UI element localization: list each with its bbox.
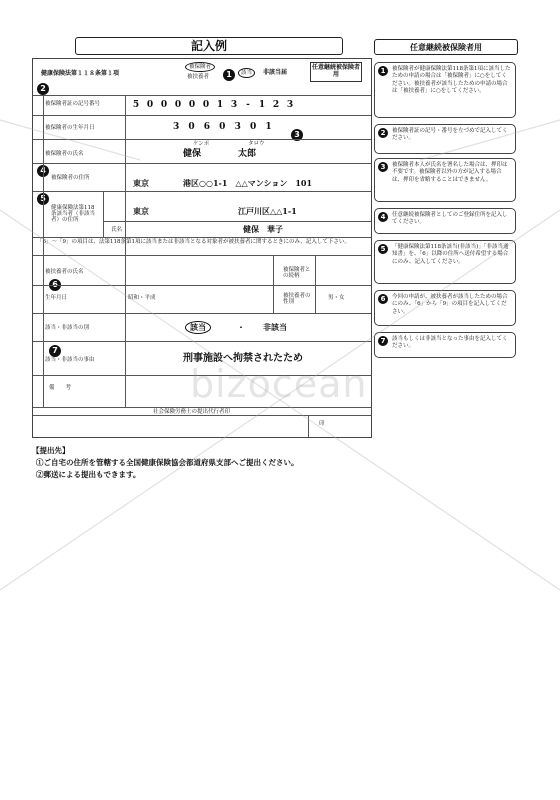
badge-4: 4 bbox=[37, 165, 49, 177]
footer-seal-mark: 印 bbox=[319, 421, 325, 427]
note-text-4: 任意継続被保険者としてのご登録住所を記入してください。 bbox=[392, 212, 508, 226]
dependent-notice: 「6」〜「9」の項目は、法第118条第1項に該当または非該当となる対象者が被扶養者に関するときにのみ、記入して下さい。 bbox=[37, 239, 350, 245]
circled-insured: 被保険者 bbox=[185, 62, 215, 72]
row5-prefecture: 東京 bbox=[133, 206, 149, 216]
footer-note: 社会保険労務士の提出代行者印 bbox=[153, 409, 231, 415]
circled-applicable: 該当 bbox=[238, 68, 255, 78]
submission-heading: 【提出先】 bbox=[32, 446, 70, 455]
row3-kana-surname: ケンポ bbox=[193, 141, 210, 147]
note-text-7: 該当もしくは非該当となった事由を記入してください。 bbox=[392, 336, 508, 350]
row5-label: 健康保険法第118条該当者（非該当者）の住所 bbox=[51, 205, 96, 224]
row1-digits: 5 0 0 0 0 0 1 3 - 1 2 3 bbox=[132, 100, 294, 110]
note-badge-6: 6 bbox=[378, 294, 388, 304]
note-badge-4: 4 bbox=[378, 212, 388, 222]
form-type-box: 任意継続被保険者用 bbox=[310, 62, 362, 82]
row1-label: 被保険者証の記号番号 bbox=[45, 101, 101, 107]
row10-applicable: 該当 bbox=[185, 321, 211, 334]
law-reference: 健康保険法第１１８条第１項 bbox=[41, 70, 120, 77]
row5-name: 健保 華子 bbox=[243, 224, 283, 234]
badge-5: 5 bbox=[37, 193, 49, 205]
row3-surname: 健保 bbox=[183, 149, 202, 159]
note-text-2: 被保険者証の記号・番号を左づめで記入してください。 bbox=[392, 128, 508, 142]
submission-line-2: ②郵送による提出もできます。 bbox=[36, 470, 141, 479]
badge-6: 6 bbox=[49, 279, 61, 291]
row9-value: 男・女 bbox=[328, 295, 345, 301]
row3-given: 太郎 bbox=[238, 149, 257, 159]
row11-reason: 刑事施設へ拘禁されたため bbox=[183, 353, 303, 364]
side-title: 任意継続被保険者用 bbox=[374, 39, 518, 55]
badge-3: 3 bbox=[291, 129, 303, 141]
note-badge-7: 7 bbox=[378, 336, 388, 346]
badge-7: 7 bbox=[49, 345, 61, 357]
row5-address: 江戸川区△△1-1 bbox=[238, 206, 297, 216]
page-title: 記入例 bbox=[75, 37, 343, 55]
badge-2: 2 bbox=[37, 83, 49, 95]
row4-prefecture: 東京 bbox=[133, 178, 149, 188]
note-text-5: 「健康保険法第118条該当(非該当)」「非該当通知書」を、「6」以降の住所へ送付希望する場合にのみ、記入してください。 bbox=[392, 244, 509, 265]
note-badge-3: 3 bbox=[378, 162, 388, 172]
row4-label: 被保険者の住所 bbox=[51, 175, 90, 181]
row8-era: 昭和・平成 bbox=[128, 295, 156, 301]
row10-dot: ・ bbox=[237, 322, 245, 332]
note-text-6: 今回の申請が、被扶養者が該当したための場合にのみ、「6」から「9」の項目を記入してください。 bbox=[392, 294, 508, 315]
note-badge-2: 2 bbox=[378, 128, 388, 138]
row10-label: 該当・非該当の別 bbox=[45, 325, 90, 331]
row8-label: 生年月日 bbox=[45, 295, 68, 301]
note-text-1: 被保険者が健康保険法第118条第1項に該当したための申請の場合は「被保険者」に○をしてください。被扶養者が該当したための申請の場合は「被扶養者」に○をしてください。 bbox=[392, 66, 511, 95]
row4-address: 港区○○1-1 △△マンション 101 bbox=[183, 178, 313, 188]
row5-name-label: 氏名 bbox=[111, 227, 123, 233]
row3-label: 被保険者の氏名 bbox=[45, 151, 84, 157]
submission-line-1: ①ご自宅の住所を管轄する全国健康保険協会都道府県支部へご提出ください。 bbox=[36, 458, 299, 467]
row9-label: 被扶養者の性別 bbox=[283, 293, 311, 306]
note-badge-1: 1 bbox=[378, 66, 388, 76]
row6-label: 被扶養者の氏名 bbox=[45, 269, 84, 275]
watermark: bizocean bbox=[190, 362, 368, 406]
note-badge-5: 5 bbox=[378, 244, 388, 254]
row10-non-applicable: 非該当 bbox=[263, 322, 287, 332]
note-text-3: 被保険者本人が氏名を署名した場合は、押印は不要です。被保険者以外の方が記入する場合は、押印を省略することはできません。 bbox=[392, 162, 508, 183]
row2-birthdate: 3 0 6 0 3 0 1 bbox=[173, 122, 275, 132]
badge-1: 1 bbox=[223, 69, 235, 81]
row3-kana-given: タロウ bbox=[248, 141, 265, 147]
non-applicable-label: 非該当届 bbox=[263, 69, 288, 76]
row11-label: 該当・非該当の事由 bbox=[45, 357, 95, 363]
dependent-label: 被扶養者 bbox=[187, 74, 210, 80]
row12-label: 備 考 bbox=[49, 385, 72, 391]
row7-label: 被保険者との続柄 bbox=[283, 267, 311, 280]
row2-label: 被保険者の生年月日 bbox=[45, 125, 95, 131]
